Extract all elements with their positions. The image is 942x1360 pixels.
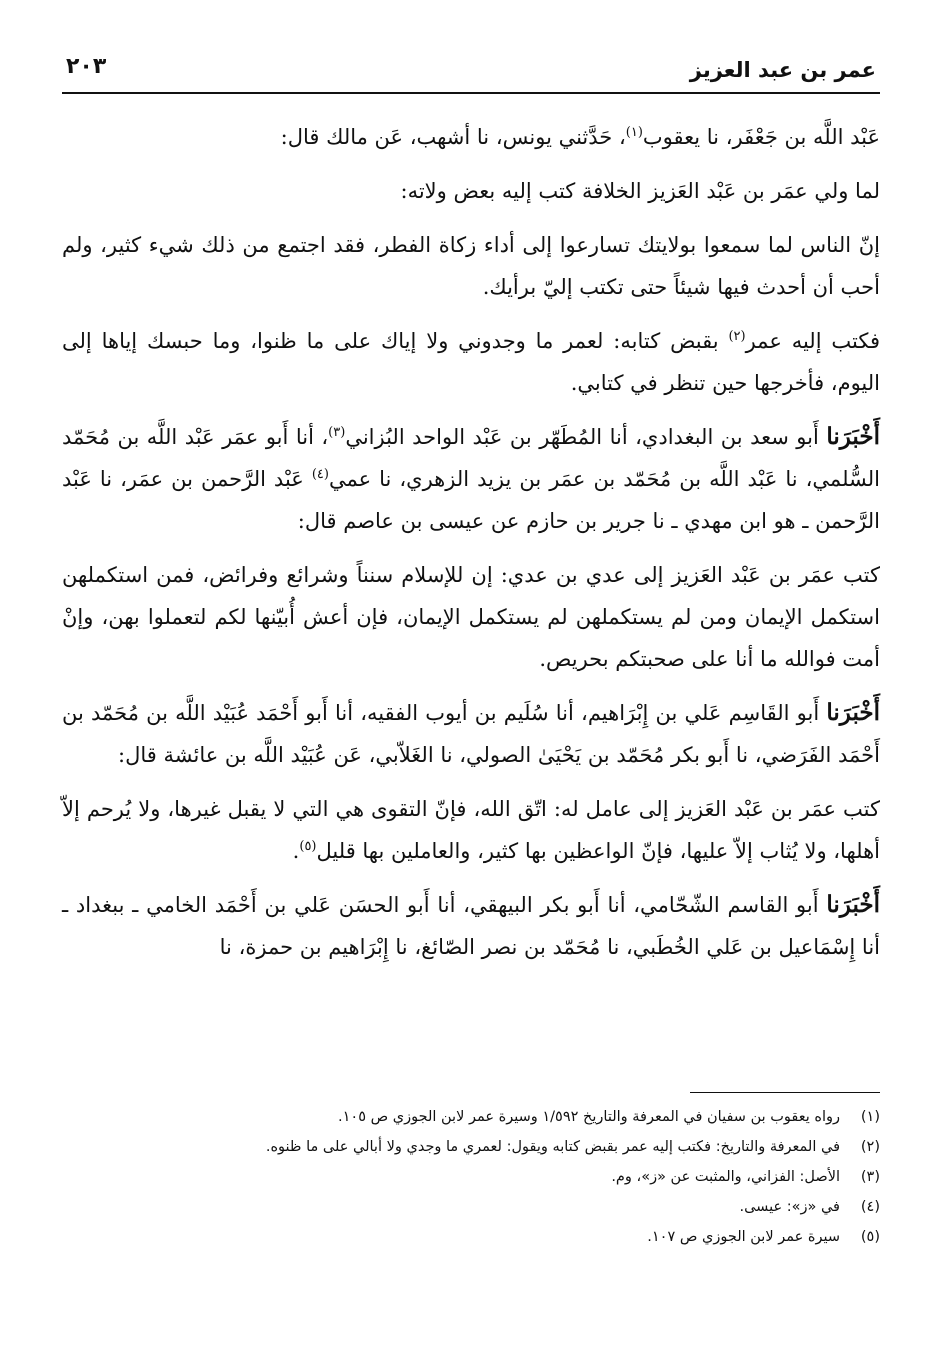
- footnote-ref: (٣): [328, 425, 346, 440]
- book-page: [62, 52, 880, 1320]
- footnote: [62, 1102, 880, 1132]
- footnote-text: في المعرفة والتاريخ: فكتب إليه عمر بقبض كتابه ويقول: لعمري ما وجدي ولا أبالي على ما ظنوه.: [265, 1139, 840, 1155]
- paragraph: كتب عمَر بن عَبْد العَزيز إلى عامل له: اتّق الله، فإنّ التقوى هي التي لا يقبل غيرها، ولا يُرحم إلاّ أهلها، ولا يُثاب إلاّ عليها، فإنّ الواعظين بها كثير، والعاملين بها قليل$^{(٥)}$.: [62, 797, 880, 863]
- paragraph: إنّ الناس لما سمعوا بولايتك تسارعوا إلى أداء زكاة الفطر، فقد اجتمع من ذلك شيء كثير، ولم أحب أن أحدث فيها شيئاً حتى تكتب إليّ برأيك.: [62, 233, 880, 299]
- paragraph: فكتب إليه عمر$^{(٢)}$ بقبض كتابه: لعمر ما وجدوني ولا إياك على ما ظنوا، وما حبسك إياها إلى اليوم، فأخرجها حين تنظر في كتابي.: [62, 329, 880, 395]
- footnote-separator: [690, 1092, 880, 1093]
- footnote-number: (٥): [860, 1229, 880, 1245]
- footnote-text: في «ز»: عيسى.: [739, 1199, 840, 1215]
- akhbarana-lead: أَخْبَرَنا: [826, 699, 880, 726]
- footnote: [62, 1192, 880, 1222]
- footnote-number: (٢): [860, 1139, 880, 1155]
- footnote-text: سيرة عمر لابن الجوزي ص ١٠٧.: [647, 1229, 840, 1245]
- akhbarana-lead: أَخْبَرَنا: [826, 891, 880, 918]
- isnad-paragraph: أَخْبَرَنا أَبو سعد بن البغدادي، أنا المُطَهّر بن عَبْد الواحد البُزاني$^{(٣)}$، أنا أَبو عمَر عَبْد اللَّه بن مُحَمّد السُّلمي، نا عَبْد اللَّه بن مُحَمّد بن عمَر بن يزيد الزهري، نا عمي$^{(٤)}$ عَبْد الرَّحمن بن عمَر، نا عَبْد الرَّحمن ـ هو ابن مهدي ـ نا جرير بن حازم عن عيسى بن عاصم قال:: [62, 423, 880, 533]
- isnad-paragraph: أَخْبَرَنا أَبو القَاسِم عَلي بن إِبْرَاهيم، أنا سُلَيم بن أيوب الفقيه، أنا أَبو أَحْمَد عُبَيْد اللَّه بن مُحَمّد بن أَحْمَد الفَرَضي، نا أَبو بكر مُحَمّد بن يَحْيَىٰ الصولي، نا الغَلاّبي، عَن عُبَيْد اللَّه بن عائشة قال:: [62, 699, 880, 767]
- main-text: [62, 116, 880, 968]
- footnote: [62, 1222, 880, 1252]
- footnote: [62, 1162, 880, 1192]
- page-number: ٢٠٣: [66, 54, 107, 79]
- footnotes: [62, 1102, 880, 1252]
- footnote-number: (١): [860, 1109, 880, 1125]
- paragraph: لما ولي عمَر بن عَبْد العَزيز الخلافة كتب إليه بعض ولاته:: [400, 179, 880, 203]
- isnad-paragraph: أَخْبَرَنا أَبو القاسم الشّحّامي، أنا أَبو بكر البيهقي، أنا أَبو الحسَن عَلي بن أَحْمَد الخامي ـ ببغداد ـ أنا إِسْمَاعيل بن عَلي الخُطَبي، نا مُحَمّد بن نصر الصّائغ، نا إِبْرَاهيم بن حمزة، نا: [62, 891, 880, 959]
- footnote-ref: (١): [625, 125, 643, 140]
- running-title: عمر بن عبد العزيز: [689, 58, 876, 82]
- footnote-ref: (٥): [299, 839, 317, 854]
- footnote: [62, 1132, 880, 1162]
- footnote-number: (٤): [860, 1199, 880, 1215]
- paragraph: عَبْد اللَّه بن جَعْفَر، نا يعقوب$^{(١)}$، حَدَّثني يونس، نا أشهب، عَن مالك قال:: [280, 125, 880, 149]
- running-header: [62, 52, 880, 94]
- footnote-ref: (٤): [311, 467, 329, 482]
- paragraph: كتب عمَر بن عَبْد العَزيز إلى عدي بن عدي: إن للإسلام سنناً وشرائع وفرائض، فمن استكملهن استكمل الإيمان ومن لم يستكملهن لم يستكمل الإيمان، فإن أعش أُبيّنها لكم لتعملوا بهن، وإنْ أمت فوالله ما أنا على صحبتكم بحريص.: [62, 563, 880, 671]
- footnote-ref: (٢): [728, 329, 746, 344]
- akhbarana-lead: أَخْبَرَنا: [826, 423, 880, 450]
- footnote-text: الأصل: الفزاني، والمثبت عن «ز»، وم.: [611, 1169, 840, 1185]
- footnote-number: (٣): [860, 1169, 880, 1185]
- footnote-text: رواه يعقوب بن سفيان في المعرفة والتاريخ ١/٥٩٢ وسيرة عمر لابن الجوزي ص ١٠٥.: [338, 1109, 840, 1125]
